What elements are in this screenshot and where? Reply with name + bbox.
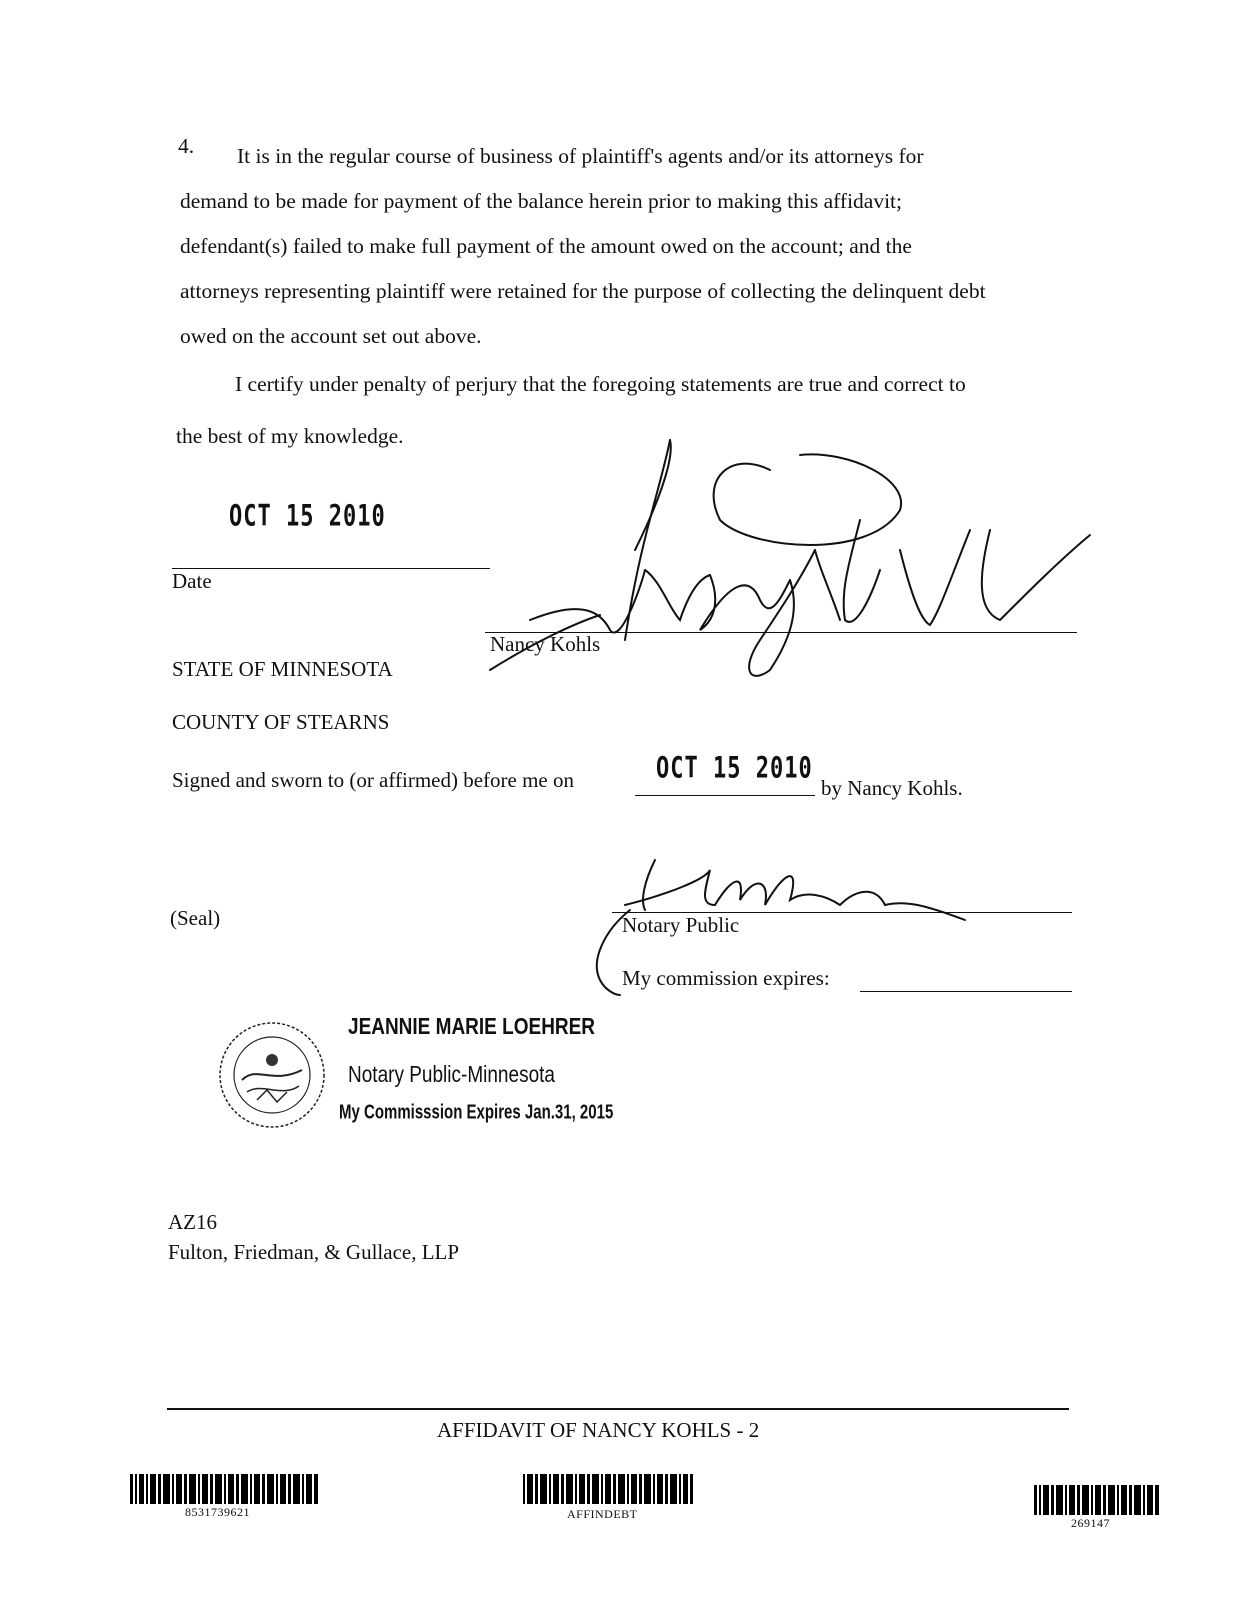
firm-code: AZ16 [168, 1210, 217, 1234]
notary-seal-emblem [217, 1020, 327, 1130]
barcode-2-label: AFFINDEBT [567, 1507, 638, 1521]
seal-label: (Seal) [170, 906, 221, 930]
notary-stamp-expires: My Commisssion Expires Jan.31, 2015 [339, 1101, 614, 1124]
certify-line-1: I certify under penalty of perjury that the foregoing statements are true and correct to [235, 372, 966, 396]
para-4-line: attorneys representing plaintiff were retained for the purpose of collecting the delinquent debt [180, 279, 986, 303]
sworn-date-stamp: OCT 15 2010 [656, 752, 813, 786]
barcode-2 [523, 1474, 695, 1504]
state-label: STATE OF MINNESOTA [172, 657, 393, 681]
barcode-3-label: 269147 [1071, 1516, 1110, 1530]
commission-label: My commission expires: [622, 966, 830, 990]
date-label: Date [172, 569, 212, 593]
commission-line [860, 991, 1072, 992]
firm-name: Fulton, Friedman, & Gullace, LLP [168, 1240, 460, 1264]
date-line [172, 568, 490, 569]
barcode-3 [1034, 1485, 1160, 1515]
notary-label: Notary Public [622, 913, 740, 937]
sworn-prefix: Signed and sworn to (or affirmed) before me on [172, 768, 574, 792]
notary-stamp-name: JEANNIE MARIE LOEHRER [348, 1015, 596, 1041]
barcode-1-label: 8531739621 [185, 1505, 250, 1519]
certify-line-2: the best of my knowledge. [176, 424, 404, 448]
date-stamp: OCT 15 2010 [229, 500, 386, 534]
footer-title: AFFIDAVIT OF NANCY KOHLS - 2 [437, 1418, 760, 1442]
para-4-line: owed on the account set out above. [180, 324, 482, 348]
sworn-date-line [635, 795, 815, 796]
para-4-line: It is in the regular course of business of plaintiff's agents and/or its attorneys for [237, 144, 924, 168]
barcode-1 [130, 1474, 320, 1504]
county-label: COUNTY OF STEARNS [172, 710, 390, 734]
signature-nancy-kohls [470, 430, 1100, 690]
sworn-suffix: by Nancy Kohls. [821, 776, 963, 800]
notary-stamp-title: Notary Public-Minnesota [348, 1063, 555, 1089]
para-number: 4. [178, 134, 195, 158]
para-4-line: defendant(s) failed to make full payment of the amount owed on the account; and the [180, 234, 912, 258]
footer-rule [167, 1408, 1069, 1410]
para-4-line: demand to be made for payment of the balance herein prior to making this affidavit; [180, 189, 903, 213]
para-4 [180, 134, 1080, 359]
signer-name: Nancy Kohls [490, 632, 601, 656]
